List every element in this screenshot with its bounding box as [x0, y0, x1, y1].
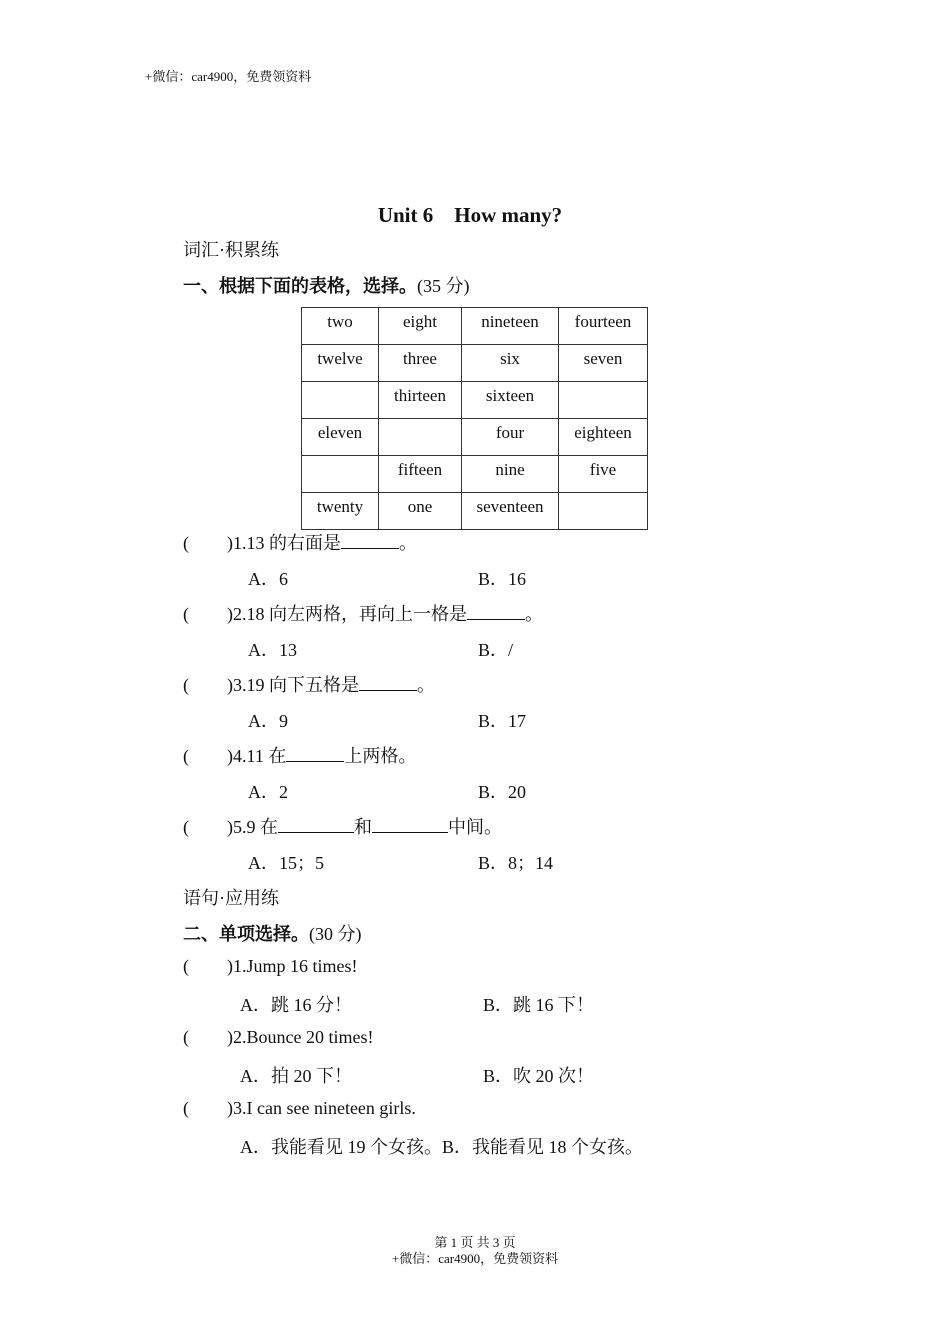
- s1-q1-option-b: B．16: [478, 569, 527, 589]
- table-cell: nine: [462, 456, 559, 493]
- answer-blank: [467, 603, 525, 620]
- s1-question-4: ( )4.11 在 上两格。: [183, 746, 417, 766]
- section1-heading: [183, 272, 470, 298]
- table-cell: [379, 419, 462, 456]
- table-cell: fifteen: [379, 456, 462, 493]
- table-cell: [302, 456, 379, 493]
- s1-question-2: ( )2.18 向左两格，再向上一格是 。: [183, 604, 543, 624]
- answer-paren: (: [183, 1098, 189, 1118]
- s1-q5-option-b: B．8；14: [478, 853, 554, 873]
- page-title: Unit 6 How many?: [377, 203, 563, 227]
- s1-q1-option-a: A．6: [248, 569, 288, 589]
- table-cell: one: [379, 493, 462, 530]
- table-cell: twenty: [302, 493, 379, 530]
- number-grid-table: [301, 307, 648, 530]
- table-cell: twelve: [302, 345, 379, 382]
- answer-paren: (: [183, 604, 189, 624]
- section2-score: (30 分): [309, 924, 362, 944]
- section2-heading: [183, 920, 362, 946]
- table-row: [302, 345, 648, 382]
- table-cell: eight: [379, 308, 462, 345]
- s2-q1-option-b: B．跳 16 下！: [483, 995, 595, 1015]
- section1-label: 词汇·积累练: [183, 240, 279, 260]
- answer-paren: (: [183, 956, 189, 976]
- table-cell: five: [559, 456, 648, 493]
- answer-blank: [286, 745, 344, 762]
- s2-question-2: ( )2.Bounce 20 times!: [183, 1027, 374, 1047]
- table-cell: fourteen: [559, 308, 648, 345]
- section2-label: 语句·应用练: [183, 888, 279, 908]
- section1-heading-text: 一、根据下面的表格，选择。: [183, 276, 417, 296]
- s2-question-1: ( )1.Jump 16 times!: [183, 956, 358, 976]
- table-cell: six: [462, 345, 559, 382]
- header-watermark-note: +微信：car4900，免费领资料: [145, 69, 312, 84]
- table-row: [302, 493, 648, 530]
- table-cell: four: [462, 419, 559, 456]
- table-cell: [302, 382, 379, 419]
- s1-question-3: ( )3.19 向下五格是 。: [183, 675, 435, 695]
- table-cell: two: [302, 308, 379, 345]
- answer-blank: [359, 674, 417, 691]
- answer-paren: (: [183, 746, 189, 766]
- page-number: 第 1 页 共 3 页: [434, 1235, 516, 1250]
- table-row: [302, 456, 648, 493]
- table-cell: eighteen: [559, 419, 648, 456]
- table-cell: nineteen: [462, 308, 559, 345]
- table-cell: eleven: [302, 419, 379, 456]
- answer-paren: (: [183, 675, 189, 695]
- s2-q2-option-a: A．拍 20 下！: [240, 1066, 352, 1086]
- table-row: [302, 308, 648, 345]
- answer-paren: (: [183, 817, 189, 837]
- s2-question-3: ( )3.I can see nineteen girls.: [183, 1098, 416, 1118]
- s2-q1-option-a: A．跳 16 分！: [240, 995, 352, 1015]
- table-cell: [559, 493, 648, 530]
- s2-q3-options: [240, 1133, 643, 1159]
- section1-score: (35 分): [417, 276, 470, 296]
- s1-q3-option-b: B．17: [478, 711, 527, 731]
- s1-q2-option-b: B．/: [478, 640, 514, 660]
- s2-q2-option-b: B．吹 20 次！: [483, 1066, 595, 1086]
- table-cell: seventeen: [462, 493, 559, 530]
- s1-q3-option-a: A．9: [248, 711, 288, 731]
- answer-paren: (: [183, 1027, 189, 1047]
- table-cell: sixteen: [462, 382, 559, 419]
- s1-question-5: ( )5.9 在 和 中间。: [183, 817, 502, 837]
- s1-q4-option-b: B．20: [478, 782, 527, 802]
- answer-blank: [278, 816, 354, 833]
- table-row: [302, 419, 648, 456]
- s1-q2-option-a: A．13: [248, 640, 297, 660]
- table-cell: seven: [559, 345, 648, 382]
- section2-heading-text: 二、单项选择。: [183, 924, 309, 944]
- s1-question-1: ( )1.13 的右面是 。: [183, 533, 417, 553]
- answer-paren: (: [183, 533, 189, 553]
- s2-q3-option-a: A．我能看见 19 个女孩。: [240, 1137, 442, 1157]
- answer-blank: [372, 816, 448, 833]
- table-cell: [559, 382, 648, 419]
- table-cell: three: [379, 345, 462, 382]
- s2-q3-option-b: B．我能看见 18 个女孩。: [442, 1137, 644, 1157]
- s1-q5-option-a: A．15；5: [248, 853, 324, 873]
- answer-blank: [341, 532, 399, 549]
- table-cell: thirteen: [379, 382, 462, 419]
- table-row: [302, 382, 648, 419]
- footer-watermark-note: +微信：car4900，免费领资料: [391, 1251, 559, 1266]
- s1-q4-option-a: A．2: [248, 782, 288, 802]
